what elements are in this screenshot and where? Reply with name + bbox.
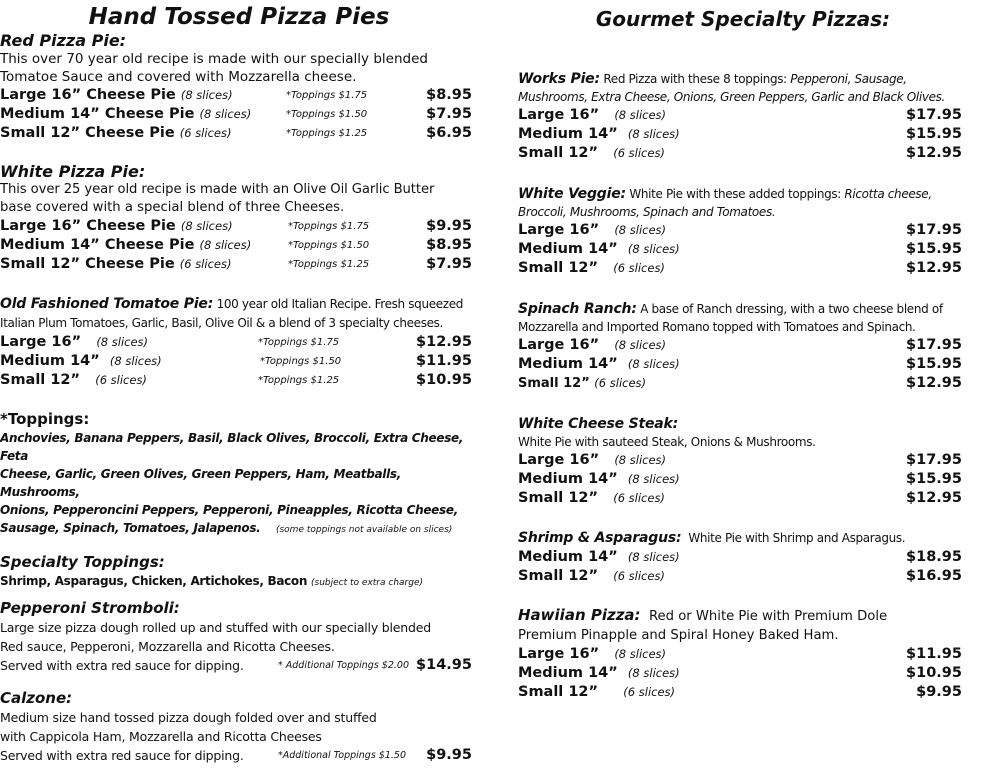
hawaiian-line-1: Hawiian Pizza: Red or White Pie with Premium Dole (518, 606, 888, 624)
slices-label: (8 slices) (199, 238, 252, 252)
shrimp-line-1: Shrimp & Asparagus: White Pie with Shrimp and Asparagus. (518, 530, 906, 546)
specialty-toppings-title: Specialty Toppings: (0, 553, 165, 571)
price: $10.95 (906, 665, 962, 681)
slices-label: (8 slices) (627, 666, 680, 680)
gourmet-column (518, 0, 968, 702)
size-label: Medium 14” Cheese Pie (8 slices) (0, 106, 252, 122)
cheese-steak-line-2: White Pie with sauteed Steak, Onions & Mushrooms. (518, 435, 816, 449)
slices-label: (8 slices) (627, 550, 680, 564)
menu-row (518, 664, 968, 683)
menu-row (0, 255, 478, 274)
menu-row (518, 144, 968, 163)
size-label: Large 16” (8 slices) (0, 334, 149, 350)
white-veggie-line-1: White Veggie: White Pie with these added toppings: Ricotta cheese, (518, 186, 932, 202)
price: $11.95 (906, 646, 962, 662)
menu-row (518, 106, 968, 125)
menu-row (0, 217, 478, 236)
size-label: Medium 14” (8 slices) (518, 241, 680, 257)
slices-label: (6 slices) (179, 257, 232, 271)
size-label: Medium 14” (8 slices) (518, 665, 680, 681)
toppings-line-2: Cheese, Garlic, Green Olives, Green Peppers, Ham, Meatballs, Mushrooms, (0, 467, 402, 499)
menu-row (0, 333, 478, 352)
shrimp-title: Shrimp & Asparagus: (518, 530, 682, 546)
works-line-1: Works Pie: Red Pizza with these 8 toppings: Pepperoni, Sausage, (518, 71, 907, 87)
hawaiian-section (518, 606, 968, 702)
slices-label: (8 slices) (199, 107, 252, 121)
menu-row (518, 645, 968, 664)
toppings-price: *Toppings $1.50 (286, 109, 368, 120)
size-label: Medium 14” (8 slices) (518, 471, 680, 487)
menu-row (0, 105, 478, 124)
size-label: Medium 14” Cheese Pie (8 slices) (0, 237, 252, 253)
slices-label: (8 slices) (96, 335, 149, 349)
gourmet-header: Gourmet Specialty Pizzas: (595, 7, 891, 31)
red-pizza-desc-1: This over 70 year old recipe is made with our specially blended (0, 51, 428, 67)
stromboli-desc-3: Served with extra red sauce for dipping. (0, 658, 244, 673)
size-label: Large 16” Cheese Pie (8 slices) (0, 87, 233, 103)
toppings-note: (some toppings not available on slices) (275, 525, 453, 535)
price: $12.95 (906, 375, 962, 391)
price: $15.95 (906, 241, 962, 257)
spinach-ranch-line-2: Mozzarella and Imported Romano topped with Tomatoes and Spinach. (518, 320, 916, 334)
hand-tossed-column (0, 0, 478, 765)
size-label: Medium 14” (8 slices) (518, 549, 680, 565)
toppings-line-3: Onions, Pepperoncini Peppers, Pepperoni, Pineapples, Ricotta Cheese, (0, 503, 458, 517)
size-label: Large 16” (8 slices) (518, 452, 667, 468)
toppings-title: *Toppings: (0, 410, 90, 428)
toppings-price: *Toppings $1.50 (288, 240, 370, 251)
size-label: Medium 14” (8 slices) (518, 356, 680, 372)
slices-label: (8 slices) (614, 453, 667, 467)
hawaiian-title: Hawiian Pizza: (518, 606, 641, 624)
price: $15.95 (906, 471, 962, 487)
price: $11.95 (416, 353, 472, 369)
slices-label: (6 slices) (613, 491, 665, 505)
toppings-price: *Toppings $1.25 (286, 128, 368, 139)
size-label: Small 12” (6 slices) (0, 372, 147, 388)
hand-tossed-header: Hand Tossed Pizza Pies (88, 4, 390, 30)
toppings-price: *Toppings $1.75 (286, 90, 368, 101)
works-title: Works Pie: (518, 71, 600, 87)
toppings-price: *Toppings $1.25 (288, 259, 370, 270)
white-veggie-line-2: Broccoli, Mushrooms, Spinach and Tomatoes. (518, 205, 776, 219)
menu-row (518, 451, 968, 470)
slices-label: (8 slices) (180, 88, 233, 102)
stromboli-price-row (0, 656, 478, 675)
spinach-ranch-title: Spinach Ranch: (518, 301, 637, 317)
size-label: Large 16” (8 slices) (518, 646, 667, 662)
toppings-price: *Toppings $1.25 (258, 375, 340, 386)
stromboli-price: $14.95 (416, 657, 472, 673)
menu-row (0, 352, 478, 371)
stromboli-desc-2: Red sauce, Pepperoni, Mozzarella and Ricotta Cheeses. (0, 639, 335, 654)
price: $15.95 (906, 126, 962, 142)
stromboli-title: Pepperoni Stromboli: (0, 599, 180, 617)
price: $15.95 (906, 356, 962, 372)
menu-row (518, 221, 968, 240)
slices-label: (8 slices) (180, 219, 233, 233)
old-fashioned-title: Old Fashioned Tomatoe Pie: (0, 296, 214, 312)
white-veggie-section (518, 185, 968, 278)
hawaiian-line-2: Premium Pinapple and Spiral Honey Baked Ham. (518, 628, 839, 643)
stromboli-section (0, 599, 478, 675)
menu-row (518, 125, 968, 144)
price: $8.95 (426, 237, 472, 253)
red-pizza-desc-2: Tomatoe Sauce and covered with Mozzarella cheese. (0, 69, 357, 85)
calzone-toppings-price: *Additional Toppings $1.50 (278, 750, 406, 761)
menu-row (518, 259, 968, 278)
price: $16.95 (906, 568, 962, 584)
menu-row (0, 124, 478, 143)
slices-label: (8 slices) (109, 354, 162, 368)
toppings-line-1: Anchovies, Banana Peppers, Basil, Black Olives, Broccoli, Extra Cheese, Feta (0, 431, 464, 463)
slices-label: (6 slices) (623, 685, 676, 699)
spinach-ranch-section (518, 300, 968, 393)
size-label: Large 16” Cheese Pie (8 slices) (0, 218, 233, 234)
price: $9.95 (426, 218, 472, 234)
calzone-section (0, 689, 478, 765)
toppings-price: *Toppings $1.50 (260, 356, 342, 367)
size-label: Small 12” (6 slices) (518, 376, 647, 391)
white-pizza-desc-2: base covered with a special blend of three Cheeses. (0, 200, 345, 215)
specialty-toppings-line: Shrimp, Asparagus, Chicken, Artichokes, Bacon (subject to extra charge) (0, 574, 424, 588)
price: $17.95 (906, 452, 962, 468)
price: $17.95 (906, 222, 962, 238)
price: $7.95 (426, 256, 472, 272)
menu-row (518, 567, 968, 586)
white-veggie-title: White Veggie: (518, 186, 626, 202)
toppings-price: *Toppings $1.75 (258, 337, 340, 348)
specialty-toppings-note: (subject to extra charge) (311, 578, 424, 588)
stromboli-desc-1: Large size pizza dough rolled up and stuffed with our specially blended (0, 620, 431, 635)
slices-label: (8 slices) (614, 223, 667, 237)
calzone-desc-1: Medium size hand tossed pizza dough folded over and stuffed (0, 710, 377, 725)
size-label: Small 12” (6 slices) (518, 145, 665, 161)
price: $10.95 (416, 372, 472, 388)
size-label: Small 12” (6 slices) (518, 260, 665, 276)
menu-row (518, 374, 968, 393)
slices-label: (6 slices) (179, 126, 232, 140)
price: $18.95 (906, 549, 962, 565)
menu-row (0, 86, 478, 105)
white-pizza-title: White Pizza Pie: (0, 162, 146, 181)
cheese-steak-title: White Cheese Steak: (518, 416, 679, 432)
white-pizza-desc-1: This over 25 year old recipe is made with an Olive Oil Garlic Butter (0, 182, 435, 197)
menu-row (518, 336, 968, 355)
size-label: Small 12” (6 slices) (518, 568, 665, 584)
menu-row (518, 355, 968, 374)
price: $12.95 (906, 490, 962, 506)
spinach-ranch-line-1: Spinach Ranch: A base of Ranch dressing, with a two cheese blend of (518, 301, 943, 317)
size-label: Medium 14” (8 slices) (0, 353, 162, 369)
toppings-section (0, 410, 478, 539)
shrimp-section (518, 529, 968, 586)
size-label: Large 16” (8 slices) (518, 222, 667, 238)
slices-label: (8 slices) (627, 472, 680, 486)
slices-label: (6 slices) (613, 569, 665, 583)
price: $8.95 (426, 87, 472, 103)
menu-row (518, 683, 968, 702)
slices-label: (6 slices) (594, 376, 647, 390)
size-label: Large 16” (8 slices) (518, 337, 667, 353)
calzone-title: Calzone: (0, 689, 73, 707)
red-pizza-title: Red Pizza Pie: (0, 31, 127, 50)
price: $7.95 (426, 106, 472, 122)
calzone-price: $9.95 (426, 747, 472, 763)
slices-label: (8 slices) (614, 647, 667, 661)
size-label: Small 12” Cheese Pie (6 slices) (0, 256, 232, 272)
cheese-steak-line-1 (518, 415, 968, 433)
calzone-desc-3: Served with extra red sauce for dipping. (0, 748, 244, 763)
slices-label: (8 slices) (614, 108, 667, 122)
price: $6.95 (426, 125, 472, 141)
specialty-toppings-section (0, 553, 478, 592)
cheese-steak-section (518, 415, 968, 508)
old-fashioned-section (0, 295, 478, 390)
size-label: Small 12” Cheese Pie (6 slices) (0, 125, 232, 141)
price: $17.95 (906, 107, 962, 123)
stromboli-toppings-price: * Additional Toppings $2.00 (278, 660, 410, 671)
works-line-2: Mushrooms, Extra Cheese, Onions, Green Peppers, Garlic and Black Olives. (518, 90, 945, 104)
slices-label: (6 slices) (613, 261, 665, 275)
slices-label: (8 slices) (627, 242, 680, 256)
old-fashioned-line-1: Old Fashioned Tomatoe Pie: 100 year old Italian Recipe. Fresh squeezed (0, 296, 464, 312)
old-fashioned-line-2: Italian Plum Tomatoes, Garlic, Basil, Olive Oil & a blend of 3 specialty cheeses. (0, 316, 444, 330)
calzone-price-row (0, 746, 478, 765)
slices-label: (8 slices) (627, 127, 680, 141)
slices-label: (6 slices) (613, 146, 665, 160)
red-pizza-section (0, 32, 478, 143)
price: $17.95 (906, 337, 962, 353)
slices-label: (6 slices) (95, 373, 147, 387)
price: $12.95 (416, 334, 472, 350)
calzone-desc-2: with Cappicola Ham, Mozzarella and Ricotta Cheeses (0, 729, 322, 744)
size-label: Large 16” (8 slices) (518, 107, 667, 123)
menu-row (518, 240, 968, 259)
white-pizza-section (0, 163, 478, 274)
price: $12.95 (906, 145, 962, 161)
price: $12.95 (906, 260, 962, 276)
menu-row (0, 371, 478, 390)
menu-row (0, 236, 478, 255)
toppings-line-4: Sausage, Spinach, Tomatoes, Jalapenos. (some toppings not available on slices) (0, 521, 453, 535)
menu-row (518, 470, 968, 489)
menu-row (518, 489, 968, 508)
size-label: Small 12” (6 slices) (518, 490, 665, 506)
price: $9.95 (916, 684, 962, 700)
size-label: Medium 14” (8 slices) (518, 126, 680, 142)
size-label: Small 12” (6 slices) (518, 684, 676, 700)
slices-label: (8 slices) (614, 338, 667, 352)
toppings-price: *Toppings $1.75 (288, 221, 370, 232)
menu-row (518, 548, 968, 567)
slices-label: (8 slices) (627, 357, 680, 371)
works-section (518, 70, 968, 163)
